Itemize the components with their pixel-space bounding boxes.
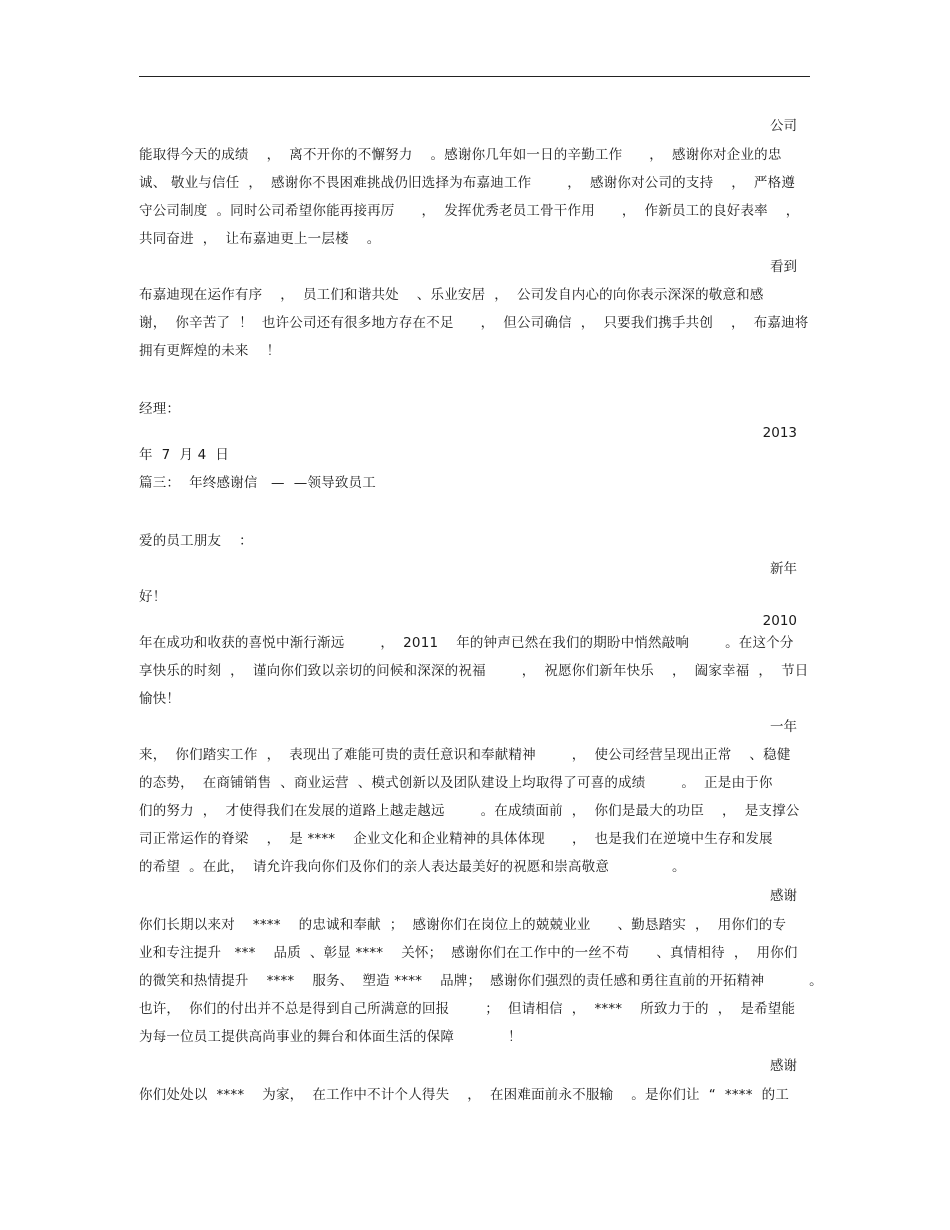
text-line: 的态势， 在商铺销售 、商业运营 、模式创新以及团队建设上均取得了可喜的成绩 。 正是由于你 (139, 775, 773, 791)
text-line: 守公司制度 。同时公司希望你能再接再厉 ， 发挥优秀老员工骨干作用 ， 作新员工的良好表率 ， (139, 203, 800, 219)
text-line: 享快乐的时刻 ， 谨向你们致以亲切的问候和深深的祝福 ， 祝愿你们新年快乐 ， 阖家幸福 ， 节日 (139, 663, 809, 679)
text-line-right: 感谢 (770, 1058, 797, 1074)
text-line-right: 公司 (770, 118, 797, 134)
text-line: 你们处处以 **** 为家， 在工作中不计个人得失 ， 在困难面前永不服输 。是你们让 “ **** 的工 (139, 1087, 790, 1103)
text-line: 业和专注提升 *** 品质 、彰显 **** 关怀； 感谢你们在工作中的一丝不苟 、真情相待 ， 用你们 (139, 945, 798, 961)
text-line: 年 7 月 4 日 (139, 447, 230, 463)
text-line: 拥有更辉煌的未来 ！ (139, 343, 281, 359)
text-line: 年在成功和收获的喜悦中渐行渐远 ， 2011 年的钟声已然在我们的期盼中悄然敲响 。在这个分 (139, 635, 794, 651)
text-line: 司正常运作的脊梁 ， 是 **** 企业文化和企业精神的具体体现 ， 也是我们在逆境中生存和发展 (139, 831, 773, 847)
text-line: 的希望 。在此， 请允许我向你们及你们的亲人表达最美好的祝愿和崇高敬意 。 (139, 859, 686, 875)
text-line: 也许， 你们的付出并不总是得到自己所满意的回报 ； 但请相信 ， **** 所致力于的 ， 是希望能 (139, 1001, 796, 1017)
text-line: 经理： (139, 401, 181, 417)
text-line: 共同奋进 ， 让布嘉迪更上一层楼 。 (139, 231, 381, 247)
text-line-right: 感谢 (770, 888, 797, 904)
text-line-right: 看到 (770, 259, 797, 275)
text-line: 来， 你们踏实工作 ， 表现出了难能可贵的责任意识和奉献精神 ， 使公司经营呈现出正常 、稳健 (139, 747, 791, 763)
text-line: 谢， 你辛苦了 ！ 也许公司还有很多地方存在不足 ， 但公司确信 ， 只要我们携手共创 ， 布嘉迪将 (139, 315, 809, 331)
text-line: 们的努力 ， 才使得我们在发展的道路上越走越远 。在成绩面前 ， 你们是最大的功臣 ， 是支撑公 (139, 803, 800, 819)
text-line-right: 2013 (762, 425, 797, 441)
text-line: 愉快！ (139, 691, 181, 707)
text-line: 好！ (139, 589, 167, 605)
text-line: 为每一位员工提供高尚事业的舞台和体面生活的保障 ！ (139, 1029, 522, 1045)
text-line: 爱的员工朋友 ： (139, 533, 253, 549)
text-line-right: 2010 (762, 613, 797, 629)
text-line: 布嘉迪现在运作有序 ， 员工们和谐共处 、乐业安居 ， 公司发自内心的向你表示深深的敬意和感 (139, 287, 764, 303)
text-line: 诚、 敬业与信任 ， 感谢你不畏困难挑战仍旧选择为布嘉迪工作 ， 感谢你对公司的支持 ， 严格遵 (139, 175, 796, 191)
text-line: 的微笑和热情提升 **** 服务、 塑造 **** 品牌； 感谢你们强烈的责任感和勇往直前的开拓精神 。 (139, 973, 823, 989)
section-heading: 篇三： 年终感谢信 — —领导致员工 (139, 475, 376, 491)
text-line-right: 新年 (770, 561, 797, 577)
text-line-right: 一年 (770, 719, 797, 735)
text-line: 能取得今天的成绩 ， 离不开你的不懈努力 。感谢你几年如一日的辛勤工作 ， 感谢你对企业的忠 (139, 147, 782, 163)
text-line: 你们长期以来对 **** 的忠诚和奉献 ； 感谢你们在岗位上的兢兢业业 、勤恳踏实 ， 用你们的专 (139, 917, 787, 933)
header-rule (139, 76, 810, 77)
